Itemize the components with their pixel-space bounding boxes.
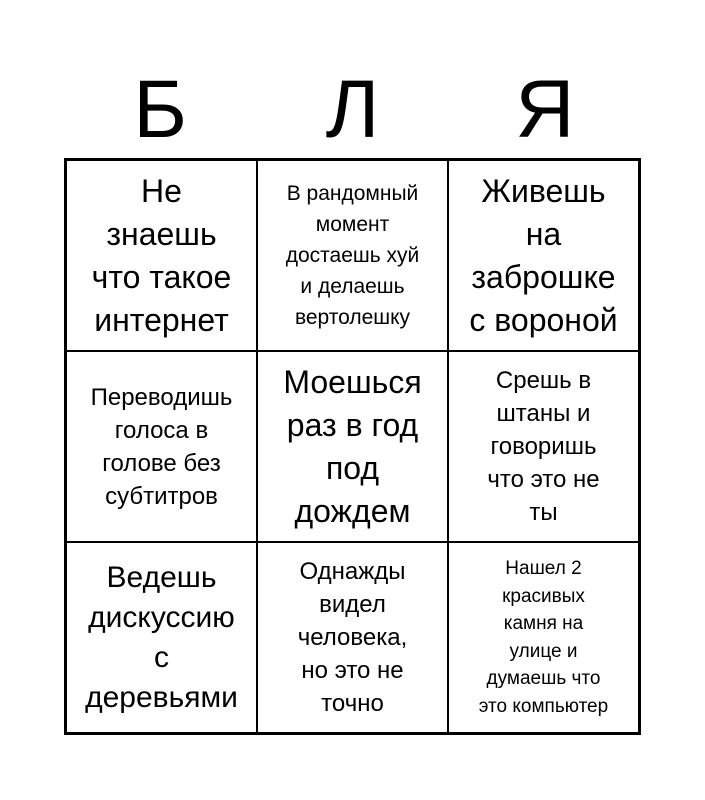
bingo-header: [64, 62, 641, 158]
bingo-cell-3[interactable]: [448, 160, 639, 351]
bingo-cell-text: Не знаешь что такое интернет: [91, 172, 232, 338]
bingo-cell-5[interactable]: [257, 351, 448, 542]
bingo-cell-text: Моешься раз в год под дождем: [283, 363, 422, 529]
header-letter-2: Л: [325, 64, 380, 155]
bingo-cell-text: Живешь на заброшке с вороной: [469, 172, 618, 338]
bingo-cell-text: В рандомный момент достаешь хуй и делаешь вертолешку: [285, 182, 420, 329]
header-letter-3: Я: [515, 64, 575, 155]
header-letter-1: Б: [133, 64, 188, 155]
bingo-cell-text: Однажды видел человека, но это не точно: [297, 558, 408, 717]
bingo-cell-8[interactable]: [257, 542, 448, 733]
bingo-cell-4[interactable]: [66, 351, 257, 542]
bingo-cell-text: Переводишь голоса в голове без субтитров: [90, 383, 233, 510]
bingo-cell-7[interactable]: [66, 542, 257, 733]
bingo-cell-text: Нашел 2 красивых камня на улице и думаешь что это компьютер: [478, 558, 609, 717]
bingo-cell-1[interactable]: [66, 160, 257, 351]
bingo-cell-text: Ведешь дискуссию с деревьями: [85, 560, 238, 714]
bingo-cell-2[interactable]: [257, 160, 448, 351]
bingo-cell-text: Срешь в штаны и говоришь что это не ты: [487, 367, 600, 526]
bingo-grid: [64, 158, 641, 735]
bingo-cell-6[interactable]: [448, 351, 639, 542]
bingo-cell-9[interactable]: [448, 542, 639, 733]
